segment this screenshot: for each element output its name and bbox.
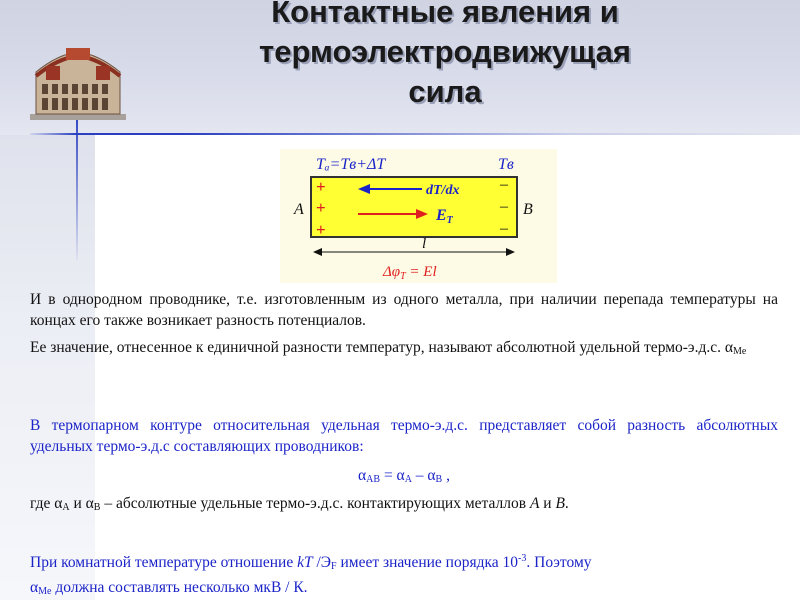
field-symbol: E <box>436 207 447 224</box>
paragraph-2-text: Ее значение, отнесенное к единичной разности температур, называют абсолютной удельной термо-э.д.с. α <box>30 339 733 356</box>
p5-dot: . Поэтому <box>526 554 592 571</box>
p5-exponent: -3 <box>518 553 527 564</box>
p4-metal-b: B <box>555 495 565 512</box>
p4-start: где α <box>30 495 63 512</box>
conductor-bar <box>311 177 517 237</box>
title-line-3: сила <box>408 74 482 109</box>
title-line-1: Контактные явления и <box>271 0 619 29</box>
p4-rest: – абсолютные удельные термо-э.д.с. контактирующих металлов <box>100 495 530 512</box>
paragraph-5 <box>30 548 778 602</box>
title-line-2: термоэлектродвижущая <box>259 34 631 69</box>
p5-end: должна составлять несколько мкВ / К. <box>51 579 308 596</box>
formula-end: , <box>442 467 450 484</box>
paragraph-4 <box>30 493 778 518</box>
paragraph-1: И в однородном проводнике, т.е. изготовленным из одного металла, при наличии перепада температуры на концах его также возникает разность потенциалов. <box>30 291 778 329</box>
plus-sign: + <box>316 220 326 239</box>
p4-dot: . <box>564 495 569 512</box>
p4-sub-a: A <box>62 502 70 513</box>
formula-ab: AB <box>366 474 381 485</box>
p4-metal-a: A <box>529 495 540 512</box>
minus-sign: – <box>500 198 508 215</box>
paragraph-2 <box>30 337 778 362</box>
p5-sub-me: Me <box>38 586 52 597</box>
p4-and: и <box>539 495 556 512</box>
plus-sign: + <box>316 177 326 196</box>
formula-alpha: α <box>358 467 367 484</box>
potential-formula <box>382 264 437 282</box>
thermo-emf-formula <box>30 465 778 490</box>
formula-delta-phi: Δφ <box>383 264 401 280</box>
field-subscript: T <box>446 215 453 226</box>
paragraph-3: В термопарном контуре относительная удельная термо-э.д.с. представляет собой разность абсолютных удельных термо-э.д.с составляющих проводников: <box>30 417 778 455</box>
university-building-logo <box>28 42 128 122</box>
length-label: l <box>422 236 427 252</box>
p5-slash: /Э <box>312 554 332 571</box>
length-arrowhead-right <box>506 248 515 256</box>
p5-mid: имеет значение порядка 10 <box>336 554 519 571</box>
alpha-me-subscript: Me <box>732 346 747 357</box>
conductor-diagram <box>280 149 557 283</box>
formula-a: A <box>404 474 412 485</box>
formula-equals: = α <box>380 467 405 484</box>
formula-subscript: T <box>400 271 406 282</box>
formula-b: B <box>435 474 443 485</box>
p5-alpha: α <box>30 579 39 596</box>
p5-kt: kT <box>297 554 313 571</box>
decor-horizontal-line <box>30 133 800 135</box>
temp-left-label: Tₐ=Tв+ΔT <box>316 156 386 173</box>
formula-minus: – α <box>411 467 436 484</box>
length-arrowhead-left <box>313 248 322 256</box>
end-b-label: B <box>523 201 533 218</box>
end-a-label: A <box>294 201 304 218</box>
p5-sub-f: F <box>331 561 337 572</box>
p4-mid: и α <box>69 495 94 512</box>
gradient-label: dT/dx <box>426 183 460 198</box>
minus-sign: – <box>500 220 508 237</box>
slide-title <box>150 0 740 112</box>
plus-sign: + <box>316 198 326 217</box>
minus-sign: – <box>500 176 508 193</box>
p4-sub-b: B <box>93 502 101 513</box>
temp-right-label: Tв <box>498 156 514 173</box>
left-decor-band <box>0 135 95 600</box>
p5-start: При комнатной температуре отношение <box>30 554 298 571</box>
formula-rhs: = El <box>405 264 437 280</box>
